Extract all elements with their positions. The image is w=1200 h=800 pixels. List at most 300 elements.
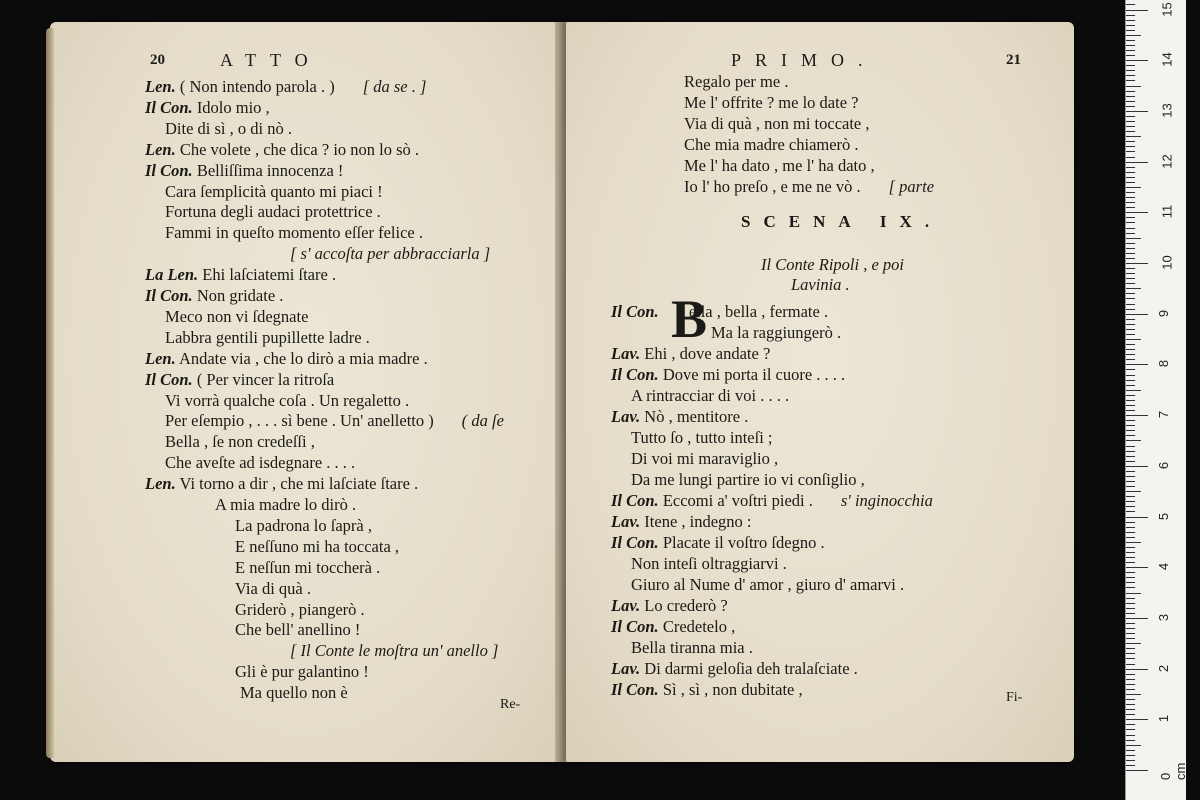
ruler-tick xyxy=(1126,60,1148,61)
ruler-number: 8 xyxy=(1156,360,1172,368)
verse-text: Che mia madre chiamerò . xyxy=(684,135,859,154)
ruler-tick xyxy=(1126,587,1135,588)
speaker-label: Lav. xyxy=(611,344,641,363)
verse-text: La padrona lo ſaprà , xyxy=(235,515,372,535)
ruler-tick xyxy=(1126,476,1135,477)
ruler-tick xyxy=(1126,319,1135,320)
ruler-tick xyxy=(1126,329,1135,330)
page-number-left: 20 xyxy=(150,52,165,68)
verse-line xyxy=(684,177,934,197)
ruler-tick xyxy=(1126,653,1135,654)
running-header-left: ATTO xyxy=(220,50,322,70)
ruler-tick xyxy=(1126,608,1135,609)
ruler-tick xyxy=(1126,522,1135,523)
verse-text: Giuro al Nume d' amor , giuro d' amarvi . xyxy=(631,575,905,594)
verse-text: Dite di sì , o di nò . xyxy=(165,118,292,138)
ruler-tick xyxy=(1126,278,1135,279)
ruler-tick xyxy=(1126,643,1141,644)
verse-line xyxy=(631,449,778,469)
ruler-tick xyxy=(1126,714,1135,715)
speaker-label: Lav. xyxy=(611,512,641,531)
ruler-tick xyxy=(1126,735,1135,736)
ruler-tick xyxy=(1126,684,1135,685)
ruler-tick xyxy=(1126,593,1141,594)
ruler-tick xyxy=(1126,228,1135,229)
ruler-tick xyxy=(1126,121,1135,122)
speaker-label: Il Con. xyxy=(611,302,659,321)
ruler-number: 13 xyxy=(1159,103,1175,118)
ruler-tick xyxy=(1126,420,1135,421)
verse-text: Bella tiranna mia . xyxy=(631,638,753,657)
ruler-tick xyxy=(1126,537,1135,538)
ruler-tick xyxy=(1126,40,1135,41)
open-book xyxy=(50,22,1075,777)
ruler-tick xyxy=(1126,385,1135,386)
verse-text: Sì , sì , non dubitate , xyxy=(662,680,803,699)
ruler-tick xyxy=(1126,704,1135,705)
verse-text: Dove mi porta il cuore . . . . xyxy=(662,365,846,384)
verse-line xyxy=(165,119,292,139)
ruler-tick xyxy=(1126,101,1135,102)
ruler-tick xyxy=(1126,552,1135,553)
ruler-tick xyxy=(1126,623,1135,624)
ruler-tick xyxy=(1126,233,1135,234)
ruler-tick xyxy=(1126,35,1141,36)
stage-direction: s' inginocchia xyxy=(840,491,933,510)
verse-line xyxy=(611,407,748,427)
ruler-tick xyxy=(1126,314,1148,315)
ruler-tick xyxy=(1126,364,1148,365)
verse-text: E neſſun mi toccherà . xyxy=(235,557,381,577)
ruler-tick xyxy=(1126,304,1135,305)
verse-line xyxy=(611,596,728,616)
ruler-tick xyxy=(1126,202,1135,203)
stage-direction: [ da se . ] xyxy=(362,77,427,96)
speaker-label: La Len. xyxy=(145,265,199,285)
verse-line xyxy=(145,98,270,118)
verse-line xyxy=(290,641,498,661)
verse-line xyxy=(235,662,369,682)
ruler-tick xyxy=(1126,745,1141,746)
verse-line xyxy=(165,411,504,431)
ruler-tick xyxy=(1126,4,1135,5)
ruler-tick xyxy=(1126,349,1135,350)
ruler-tick xyxy=(1126,674,1135,675)
verse-line xyxy=(235,516,372,536)
verse-line xyxy=(611,344,770,364)
verse-line xyxy=(235,600,365,620)
ruler-tick xyxy=(1126,187,1141,188)
ruler-tick xyxy=(1126,126,1135,127)
ruler-tick xyxy=(1126,25,1135,26)
ruler-tick xyxy=(1126,633,1135,634)
ruler-tick xyxy=(1126,446,1135,447)
verse-text: Ma la raggiungerò . xyxy=(711,323,842,342)
measuring-ruler xyxy=(1125,0,1186,800)
verse-text: Me l' offrite ? me lo date ? xyxy=(684,93,859,112)
ruler-tick xyxy=(1126,86,1141,87)
ruler-number: 5 xyxy=(1156,512,1172,520)
ruler-tick xyxy=(1126,750,1135,751)
verse-text: Itene , indegno : xyxy=(644,512,752,531)
verse-line xyxy=(684,72,788,92)
ruler-tick xyxy=(1126,724,1135,725)
verse-text: Labbra gentili pupillette ladre . xyxy=(165,327,370,347)
ruler-tick xyxy=(1126,430,1135,431)
verse-text: Credetelo , xyxy=(662,617,736,636)
ruler-tick xyxy=(1126,562,1135,563)
ruler-number: 3 xyxy=(1156,613,1172,622)
ruler-tick xyxy=(1126,258,1135,259)
ruler-tick xyxy=(1126,517,1148,518)
verse-line xyxy=(235,579,311,599)
ruler-tick xyxy=(1126,542,1141,543)
verse-text: Eccomi a' voſtri piedi . xyxy=(662,491,813,510)
ruler-tick xyxy=(1126,375,1135,376)
ruler-tick xyxy=(1126,283,1135,284)
ruler-tick xyxy=(1126,577,1135,578)
ruler-tick xyxy=(1126,694,1141,695)
ruler-tick xyxy=(1126,638,1135,639)
verse-text: Via di quà , non mi toccate , xyxy=(684,114,870,133)
ruler-tick xyxy=(1126,501,1135,502)
ruler-tick xyxy=(1126,699,1135,700)
ruler-tick xyxy=(1126,603,1135,604)
ruler-tick xyxy=(1126,80,1135,81)
ruler-tick xyxy=(1126,273,1135,274)
ruler-tick xyxy=(1126,217,1135,218)
verse-text: ( Non intendo parola . ) xyxy=(179,77,335,96)
speaker-label: Lav. xyxy=(611,659,641,678)
verse-line xyxy=(631,470,865,490)
speaker-label: Il Con. xyxy=(145,286,193,305)
ruler-tick xyxy=(1126,572,1135,573)
verse-line xyxy=(145,77,426,97)
ruler-tick xyxy=(1126,182,1135,183)
stage-direction: ( da ſe xyxy=(461,411,504,431)
ruler-number: 4 xyxy=(1156,563,1172,571)
ruler-tick xyxy=(1126,709,1135,710)
verse-text: Ehi , dove andate ? xyxy=(644,344,771,363)
ruler-tick xyxy=(1126,456,1135,457)
ruler-tick xyxy=(1126,30,1135,31)
verse-text: Placate il voſtro ſdegno . xyxy=(662,533,825,552)
verse-text: Me l' ha dato , me l' ha dato , xyxy=(684,156,875,175)
verse-text: Vi torno a dir , che mi laſciate ſtare . xyxy=(179,474,419,494)
verse-line xyxy=(165,432,315,452)
ruler-tick xyxy=(1126,547,1135,548)
ruler-tick xyxy=(1126,425,1135,426)
verse-line xyxy=(165,328,370,348)
verse-text: Di voi mi maraviglio , xyxy=(631,449,779,468)
ruler-tick xyxy=(1126,567,1148,568)
verse-line xyxy=(684,156,875,176)
ruler-tick xyxy=(1126,471,1135,472)
ruler-tick xyxy=(1126,20,1135,21)
ruler-tick xyxy=(1126,131,1135,132)
speaker-label: Len. xyxy=(145,139,176,159)
verse-line xyxy=(145,370,334,390)
ruler-tick xyxy=(1126,207,1135,208)
verse-line xyxy=(611,533,825,553)
verse-line xyxy=(145,140,419,160)
stage-direction: [ Il Conte le moſtra un' anello ] xyxy=(290,641,499,661)
ruler-tick xyxy=(1126,466,1148,467)
speaker-label: Len. xyxy=(145,474,176,494)
verse-text: Bella , ſe non credeſſi , xyxy=(165,432,315,452)
ruler-tick xyxy=(1126,212,1148,213)
verse-text: Cara ſemplicità quanto mi piaci ! xyxy=(165,181,383,201)
verse-text: Regalo per me . xyxy=(684,72,789,91)
ruler-tick xyxy=(1126,481,1135,482)
ruler-tick xyxy=(1126,324,1135,325)
ruler-number: 10 xyxy=(1159,255,1175,270)
ruler-tick xyxy=(1126,359,1135,360)
speaker-label: Len. xyxy=(145,77,176,96)
verse-text: E neſſuno mi ha toccata , xyxy=(235,536,400,556)
ruler-tick xyxy=(1126,298,1135,299)
ruler-tick xyxy=(1126,111,1148,112)
verse-line xyxy=(631,638,753,658)
drop-cap-letter: B xyxy=(671,289,708,349)
ruler-tick xyxy=(1126,146,1135,147)
ruler-tick xyxy=(1126,369,1135,370)
ruler-tick xyxy=(1126,400,1135,401)
speaker-label: Il Con. xyxy=(145,369,193,389)
verse-line xyxy=(611,680,803,700)
ruler-tick xyxy=(1126,106,1135,107)
speaker-label: Il Con. xyxy=(611,617,659,636)
speaker-label: Il Con. xyxy=(611,680,659,699)
ruler-number: 12 xyxy=(1159,153,1175,169)
verse-text: Nò , mentitore . xyxy=(644,407,749,426)
stage-direction: [ s' accoſta per abbracciarla ] xyxy=(290,244,491,264)
ruler-tick xyxy=(1126,582,1135,583)
verse-text: Da me lungi partire io vi conſiglio , xyxy=(631,470,865,489)
verse-text: Che volete , che dica ? io non lo sò . xyxy=(179,139,420,159)
speaker-label: Il Con. xyxy=(611,365,659,384)
ruler-number: 14 xyxy=(1159,52,1175,67)
ruler-unit-label: 0 cm xyxy=(1158,762,1188,780)
ruler-tick xyxy=(1126,238,1141,239)
ruler-tick xyxy=(1126,197,1135,198)
verse-line xyxy=(165,182,383,202)
verse-line xyxy=(145,349,428,369)
verse-text: Vi vorrà qualche coſa . Un regaletto . xyxy=(165,390,410,410)
ruler-tick xyxy=(1126,339,1141,340)
ruler-number: 15 xyxy=(1159,1,1175,17)
ruler-tick xyxy=(1126,192,1135,193)
ruler-tick xyxy=(1126,177,1135,178)
verse-text: ( Per vincer la ritroſa xyxy=(196,369,335,389)
ruler-tick xyxy=(1126,628,1135,629)
ruler-tick xyxy=(1126,451,1135,452)
verse-text: Lo crederò ? xyxy=(644,596,728,615)
ruler-tick xyxy=(1126,222,1135,223)
verse-line xyxy=(165,307,308,327)
ruler-number: 2 xyxy=(1156,664,1172,672)
ruler-tick xyxy=(1126,141,1135,142)
ruler-tick xyxy=(1126,532,1135,533)
ruler-tick xyxy=(1126,760,1135,761)
ruler-tick xyxy=(1126,664,1135,665)
verse-line xyxy=(235,620,360,640)
verse-text: Io l' ho preſo , e me ne vò . xyxy=(684,177,861,196)
ruler-tick xyxy=(1126,618,1148,619)
verse-line xyxy=(684,114,870,134)
ruler-tick xyxy=(1126,380,1135,381)
ruler-tick xyxy=(1126,598,1135,599)
verse-line xyxy=(611,491,933,511)
ruler-tick xyxy=(1126,136,1141,137)
ruler-tick xyxy=(1126,96,1135,97)
ruler-tick xyxy=(1126,268,1135,269)
ruler-tick xyxy=(1126,263,1148,264)
ruler-tick xyxy=(1126,719,1148,720)
verse-text: Ehi laſciatemi ſtare . xyxy=(202,265,337,285)
ruler-tick xyxy=(1126,157,1135,158)
ruler-tick xyxy=(1126,167,1135,168)
verse-line xyxy=(611,617,735,637)
verse-text: Meco non vi ſdegnate xyxy=(165,306,309,326)
verse-line xyxy=(290,244,490,264)
verse-text: A mia madre lo dirò . xyxy=(215,495,357,514)
ruler-tick xyxy=(1126,253,1135,254)
verse-text: Non inteſi oltraggiarvi . xyxy=(631,554,787,573)
speaker-label: Il Con. xyxy=(611,491,659,510)
verse-text: Che bell' anellino ! xyxy=(235,620,361,640)
verse-line xyxy=(631,575,904,595)
verse-line xyxy=(235,558,380,578)
running-header-right: PRIMO. xyxy=(731,50,877,70)
ruler-tick xyxy=(1126,410,1135,411)
verse-line xyxy=(684,93,858,113)
ruler-tick xyxy=(1126,344,1135,345)
verse-line xyxy=(145,474,418,494)
verse-line xyxy=(145,161,343,181)
ruler-tick xyxy=(1126,116,1135,117)
verse-line xyxy=(145,286,283,306)
verse-text: Via di quà . xyxy=(235,578,311,598)
ruler-number: 7 xyxy=(1156,410,1172,419)
ruler-tick xyxy=(1126,65,1135,66)
ruler-tick xyxy=(1126,50,1135,51)
verse-line xyxy=(215,495,356,515)
ruler-tick xyxy=(1126,506,1135,507)
ruler-tick xyxy=(1126,309,1135,310)
verse-line xyxy=(145,265,336,285)
verse-text: Di darmi geloſia deh tralaſciate . xyxy=(644,659,858,678)
scene-persons-2: Lavinia . xyxy=(791,275,850,294)
speaker-label: Lav. xyxy=(611,596,641,615)
scene-persons-1: Il Conte Ripoli , e poi xyxy=(761,255,904,274)
ruler-tick xyxy=(1126,679,1135,680)
ruler-tick xyxy=(1126,162,1148,163)
ruler-tick xyxy=(1126,648,1135,649)
page-edge xyxy=(46,28,54,758)
verse-text: Belliſſima innocenza ! xyxy=(196,160,344,180)
ruler-tick xyxy=(1126,740,1135,741)
ruler-number: 11 xyxy=(1159,205,1175,219)
verse-line xyxy=(165,391,409,411)
ruler-tick xyxy=(1126,334,1135,335)
verse-text: Idolo mio , xyxy=(196,97,270,117)
verse-line xyxy=(611,365,845,385)
ruler-tick xyxy=(1126,75,1135,76)
ruler-tick xyxy=(1126,390,1141,391)
ruler-tick xyxy=(1126,354,1135,355)
ruler-tick xyxy=(1126,729,1135,730)
verse-line xyxy=(631,386,789,406)
ruler-tick xyxy=(1126,172,1135,173)
verse-line xyxy=(165,453,355,473)
ruler-number: 9 xyxy=(1156,309,1172,317)
verse-line xyxy=(611,302,828,322)
catchword-right: Fi- xyxy=(1006,690,1023,705)
ruler-tick xyxy=(1126,415,1148,416)
ruler-number: 6 xyxy=(1156,461,1172,469)
verse-text: ella , bella , fermate . xyxy=(688,302,829,321)
speaker-label: Lav. xyxy=(611,407,641,426)
ruler-tick xyxy=(1126,45,1135,46)
speaker-label: Len. xyxy=(145,348,176,368)
scene-title: SCENA IX. xyxy=(741,212,943,231)
ruler-tick xyxy=(1126,405,1135,406)
ruler-tick xyxy=(1126,765,1135,766)
verse-text: Fortuna degli audaci protettrice . xyxy=(165,202,381,222)
verse-line xyxy=(165,202,381,222)
ruler-tick xyxy=(1126,435,1135,436)
ruler-tick xyxy=(1126,613,1135,614)
ruler-tick xyxy=(1126,55,1135,56)
verse-text: Gli è pur galantino ! xyxy=(235,662,369,682)
verse-line xyxy=(611,512,752,532)
catchword-left: Re- xyxy=(500,697,521,712)
verse-text: Non gridate . xyxy=(196,286,284,305)
ruler-tick xyxy=(1126,557,1135,558)
ruler-tick xyxy=(1126,496,1135,497)
ruler-tick xyxy=(1126,288,1141,289)
ruler-tick xyxy=(1126,689,1135,690)
ruler-tick xyxy=(1126,658,1135,659)
ruler-tick xyxy=(1126,15,1135,16)
verse-text: Ma quello non è xyxy=(240,683,348,703)
ruler-tick xyxy=(1126,91,1135,92)
ruler-tick xyxy=(1126,293,1135,294)
verse-text: Per eſempio , . . . sì bene . Un' anelletto ) xyxy=(165,411,434,431)
stage-direction: [ parte xyxy=(888,177,935,196)
verse-text: Che aveſte ad isdegnare . . . . xyxy=(165,453,356,473)
ruler-number: 1 xyxy=(1156,715,1172,723)
speaker-label: Il Con. xyxy=(145,160,193,180)
ruler-tick xyxy=(1126,527,1135,528)
ruler-tick xyxy=(1126,755,1135,756)
verse-text: Griderò , piangerò . xyxy=(235,599,365,619)
verse-line xyxy=(165,223,423,243)
verse-line xyxy=(631,428,773,448)
ruler-tick xyxy=(1126,461,1135,462)
verse-text: A rintracciar di voi . . . . xyxy=(631,386,790,405)
ruler-tick xyxy=(1126,243,1135,244)
ruler-tick xyxy=(1126,10,1148,11)
ruler-tick xyxy=(1126,770,1148,771)
right-page xyxy=(566,22,1074,762)
verse-line xyxy=(631,554,787,574)
verse-text: Andate via , che lo dirò a mia madre . xyxy=(178,348,428,368)
left-page xyxy=(50,22,560,762)
verse-line xyxy=(684,135,859,155)
verse-line xyxy=(711,323,841,343)
